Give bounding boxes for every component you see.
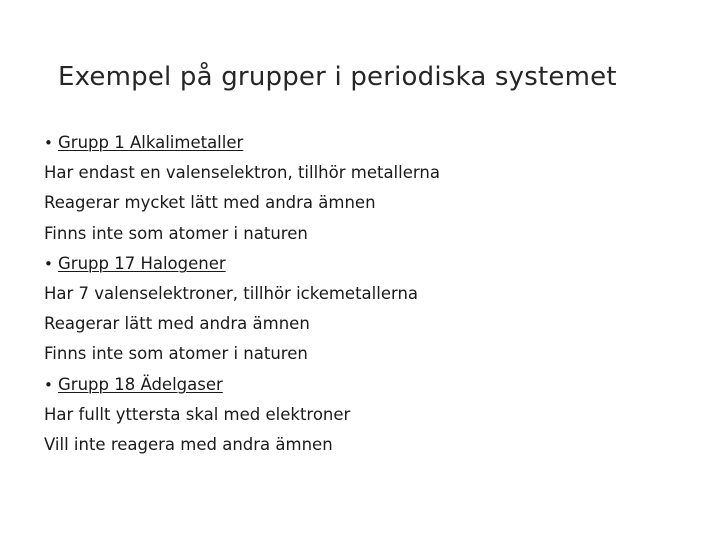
text-line: Finns inte som atomer i naturen <box>44 223 308 243</box>
bullet-icon: • <box>44 375 53 394</box>
section-heading-halogener <box>44 249 440 279</box>
section-heading-adelgaser <box>44 370 440 400</box>
heading-link[interactable]: Grupp 17 Halogener <box>58 253 226 273</box>
text-line: Finns inte som atomer i naturen <box>44 344 308 364</box>
heading-link[interactable]: Grupp 18 Ädelgaser <box>58 374 223 394</box>
text-line: Reagerar lätt med andra ämnen <box>44 314 310 334</box>
text-line: Har fullt yttersta skal med elektroner <box>44 404 351 424</box>
text-line: Reagerar mycket lätt med andra ämnen <box>44 193 376 213</box>
text-line: Har 7 valenselektroner, tillhör ickemetallerna <box>44 283 419 303</box>
bullet-icon: • <box>44 254 53 273</box>
section-heading-alkalimetaller <box>44 128 440 158</box>
text-line: Vill inte reagera med andra ämnen <box>44 434 333 454</box>
text-line: Har endast en valenselektron, tillhör metallerna <box>44 163 440 183</box>
slide-body <box>44 128 440 460</box>
bullet-icon: • <box>44 134 53 152</box>
slide-title: Exempel på grupper i periodiska systemet <box>58 62 617 92</box>
heading-link[interactable]: Grupp 1 Alkalimetaller <box>58 133 244 152</box>
